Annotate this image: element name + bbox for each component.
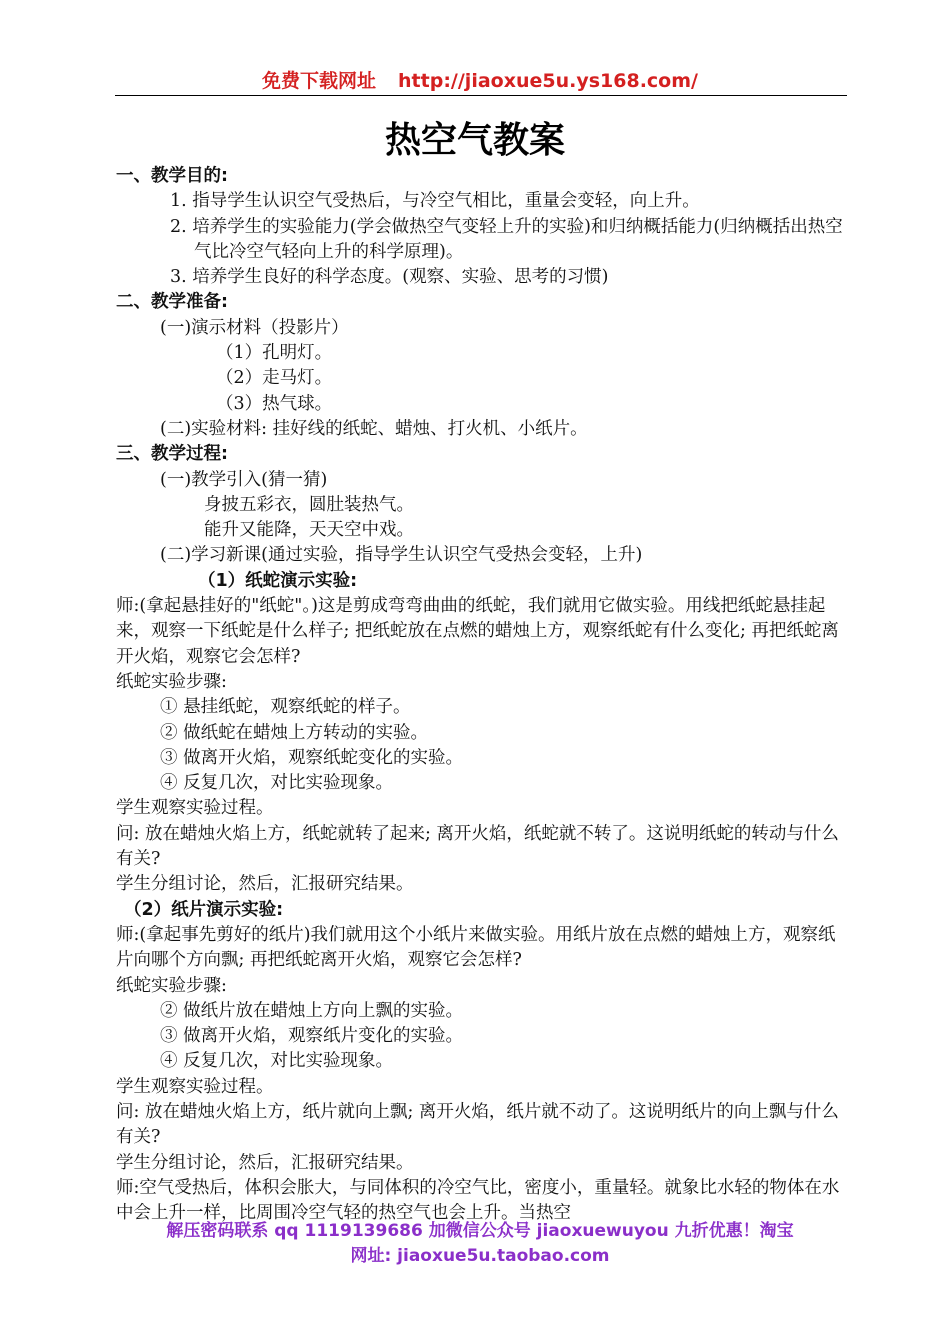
step-item: ③ 做离开火焰，观察纸蛇变化的实验。 xyxy=(160,747,464,768)
demo-material-item: （3）热气球。 xyxy=(216,393,333,414)
steps-label: 纸蛇实验步骤: xyxy=(116,975,227,996)
riddle-line: 能升又能降，天天空中戏。 xyxy=(204,520,414,541)
header-divider xyxy=(115,95,847,96)
footer-banner xyxy=(100,1219,860,1269)
objective-item: 1. 指导学生认识空气受热后，与冷空气相比，重量会变轻，向上升。 xyxy=(170,191,700,212)
riddle-line: 身披五彩衣，圆肚装热气。 xyxy=(204,494,414,515)
document-title: 热空气教案 xyxy=(384,120,565,161)
header-label: 免费下载网址 xyxy=(262,70,377,92)
steps-label: 纸蛇实验步骤: xyxy=(116,671,227,692)
experiment-1-title: （1）纸蛇演示实验: xyxy=(198,570,358,591)
question-text: 问: 放在蜡烛火焰上方，纸蛇就转了起来; 离开火焰，纸蛇就不转了。这说明纸蛇的转动与什么有关? xyxy=(116,823,839,870)
step-item: ① 悬挂纸蛇，观察纸蛇的样子。 xyxy=(160,697,411,718)
experiment-materials: (二)实验材料: 挂好线的纸蛇、蜡烛、打火机、小纸片。 xyxy=(160,418,588,439)
discuss-text: 学生分组讨论，然后，汇报研究结果。 xyxy=(116,1152,414,1173)
new-lesson: (二)学习新课(通过实验，指导学生认识空气受热会变轻，上升) xyxy=(160,545,643,566)
demo-material-item: （2）走马灯。 xyxy=(216,368,333,389)
objective-item: 2. 培养学生的实验能力(学会做热空气变轻上升的实验)和归纳概括能力(归纳概括出热空气比冷空气轻向上升的科学原理)。 xyxy=(170,216,843,262)
experiment-2-title: （2）纸片演示实验: xyxy=(124,899,284,920)
observe-text: 学生观察实验过程。 xyxy=(116,1076,274,1097)
lesson-intro: (一)教学引入(猜一猜) xyxy=(160,469,328,490)
step-item: ④ 反复几次，对比实验现象。 xyxy=(160,773,394,794)
section-heading-objectives: 一、教学目的: xyxy=(116,166,228,186)
document-body xyxy=(116,164,851,1226)
step-item: ③ 做离开火焰，观察纸片变化的实验。 xyxy=(160,1026,464,1047)
teacher-speech: 师:(拿起事先剪好的纸片)我们就用这个小纸片来做实验。用纸片放在点燃的蜡烛上方，观察纸片向哪个方向飘; 再把纸蛇离开火焰，观察它会怎样? xyxy=(116,924,836,971)
step-item: ② 做纸蛇在蜡烛上方转动的实验。 xyxy=(160,722,429,743)
step-item: ④ 反复几次，对比实验现象。 xyxy=(160,1051,394,1072)
question-text: 问: 放在蜡烛火焰上方，纸片就向上飘; 离开火焰，纸片就不动了。这说明纸片的向上飘与什么有关? xyxy=(116,1101,839,1148)
footer-contact: 解压密码联系 qq 1119139686 加微信公众号 jiaoxuewuyou 九折优惠！淘宝 xyxy=(166,1221,794,1241)
demo-materials: (一)演示材料（投影片） xyxy=(160,317,349,338)
header-url-link[interactable]: http://jiaoxue5u.ys168.com/ xyxy=(398,70,698,92)
footer-shop-link[interactable]: 网址: jiaoxue5u.taobao.com xyxy=(350,1246,610,1266)
teacher-speech: 师:(拿起悬挂好的"纸蛇"。)这是剪成弯弯曲曲的纸蛇，我们就用它做实验。用线把纸蛇悬挂起来，观察一下纸蛇是什么样子; 把纸蛇放在点燃的蜡烛上方，观察纸蛇有什么变化; 再把纸蛇离开火焰，观察它会怎样? xyxy=(116,596,839,667)
discuss-text: 学生分组讨论，然后，汇报研究结果。 xyxy=(116,874,414,895)
objective-item: 3. 培养学生良好的科学态度。(观察、实验、思考的习惯) xyxy=(170,267,609,288)
section-heading-process: 三、教学过程: xyxy=(116,444,228,465)
demo-material-item: （1）孔明灯。 xyxy=(216,343,333,364)
step-item: ② 做纸片放在蜡烛上方向上飘的实验。 xyxy=(160,1000,464,1021)
observe-text: 学生观察实验过程。 xyxy=(116,798,274,819)
teacher-speech: 师:空气受热后，体积会胀大，与同体积的冷空气比，密度小，重量轻。就象比水轻的物体在水中会上升一样，比周围冷空气轻的热空气也会上升。当热空 xyxy=(116,1177,840,1224)
header-banner xyxy=(115,66,845,93)
section-heading-preparation: 二、教学准备: xyxy=(116,292,228,313)
